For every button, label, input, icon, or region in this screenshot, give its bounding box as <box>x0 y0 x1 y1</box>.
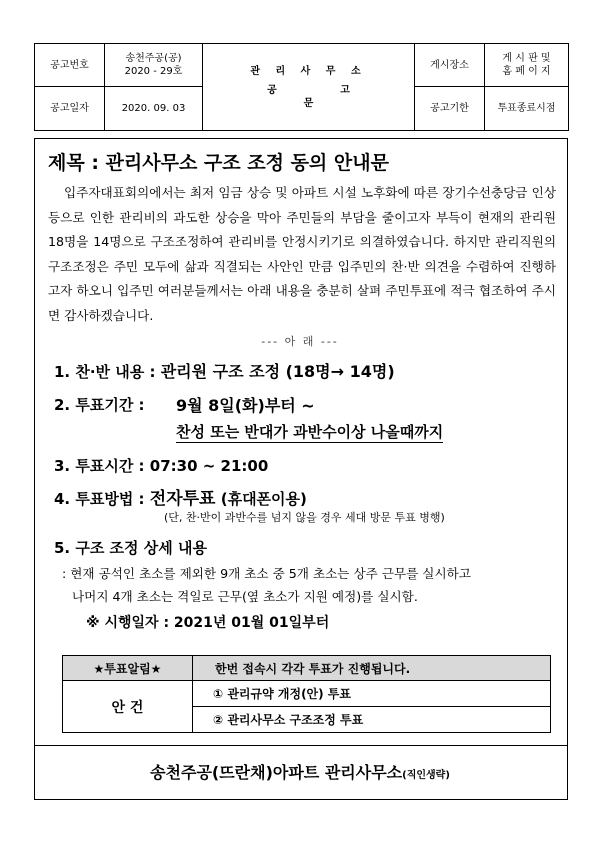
item-4-note: (단, 찬·반이 과반수를 넘지 않을 경우 세대 방문 투표 병행) <box>164 511 445 524</box>
vote-alert-text: 한번 접속시 각각 투표가 진행됩니다. <box>193 656 551 681</box>
item-1 <box>54 359 395 382</box>
notice-paragraph <box>48 181 556 328</box>
item-5-line1: : 현재 공석인 초소를 제외한 9개 초소 중 5개 초소는 상주 근무를 실시하고 <box>62 566 471 581</box>
item-1-label: 1. 찬·반 내용 : <box>54 363 156 381</box>
item-5-label: 5. 구조 조정 상세 내용 <box>54 539 207 557</box>
post-place-label: 게시장소 <box>415 44 485 87</box>
notice-date-label: 공고일자 <box>35 87 105 131</box>
footer-seal-note: (직인생략) <box>402 770 450 781</box>
item-5-detail <box>62 562 552 608</box>
item-4-label: 4. 투표방법 : <box>54 490 145 508</box>
vote-alert-label: ★투표알림★ <box>63 656 193 681</box>
item-3 <box>54 455 268 476</box>
item-3-label: 3. 투표시간 : <box>54 457 145 475</box>
agenda-item-1: ① 관리규약 개정(안) 투표 <box>193 681 551 707</box>
notice-paragraph-text: 입주자대표회의에서는 최저 임금 상승 및 아파트 시설 노후화에 따른 장기수선충당금 인상 등으로 인한 관리비의 과도한 상승을 막아 주민들의 부담을 줄이고자 부득이 현재의 관리원 18명을 14명으로 구조조정하여 관리비를 안정시키기로 의결하였습니다. 하지만 관리직원의 구조조정은 주민 모두에 삶과 직결되는 사안인 만큼 입주민의 찬·반 의견을 수렴하여 진행하고자 하오니 입주민 여러분들께서는 아래 내용을 충분히 살펴 주민투표에 적극 협조하여 주시면 감사하겠습니다. <box>48 185 556 323</box>
notice-number-line1: 송천주공(공) <box>125 53 182 64</box>
effective-date: ※ 시행일자 : 2021년 01월 01일부터 <box>86 615 330 631</box>
notice-period-value: 투표종료시점 <box>485 87 569 131</box>
notice-number-value <box>105 44 203 87</box>
post-place-value <box>485 44 569 87</box>
item-2-value-line2: 찬성 또는 반대가 과반수이상 나올때까지 <box>176 423 444 441</box>
title-line-2: 공 고 문 <box>267 84 380 109</box>
notice-date-value: 2020. 09. 03 <box>105 87 203 131</box>
footer <box>0 760 600 783</box>
item-2-label: 2. 투표기간 : <box>54 396 145 414</box>
vote-table <box>62 655 551 733</box>
footer-divider <box>34 745 568 746</box>
agenda-label: 안 건 <box>63 681 193 733</box>
notice-number-line2: 2020 - 29호 <box>124 66 183 77</box>
post-place-line1: 게 시 판 및 <box>502 53 551 64</box>
item-3-value: 07:30 ~ 21:00 <box>149 457 269 475</box>
below-divider: --- 아 래 --- <box>261 335 339 348</box>
item-2-value-line1: 9월 8일(화)부터 ~ <box>176 396 315 415</box>
footer-org: 송천주공(뜨란채)아파트 관리사무소 <box>150 763 403 782</box>
notice-period-label: 공고기한 <box>415 87 485 131</box>
item-1-value: 관리원 구조 조정 (18명→ 14명) <box>160 362 395 381</box>
item-4-value-main: 전자투표 <box>149 489 216 509</box>
item-2-value-line2-wrap <box>176 421 443 442</box>
notice-header-table <box>34 43 569 131</box>
item-5-line2: 나머지 4개 초소는 격일로 근무(옆 초소가 지원 예정)를 실시함. <box>72 589 418 604</box>
notice-number-label: 공고번호 <box>35 44 105 87</box>
post-place-line2: 홈 페 이 지 <box>502 66 551 77</box>
item-4 <box>54 484 307 509</box>
notice-main-title <box>203 44 415 131</box>
item-4-value-paren: (휴대폰이용) <box>220 490 307 508</box>
title-line-1: 관 리 사 무 소 <box>250 65 367 77</box>
agenda-item-2: ② 관리사무소 구조조정 투표 <box>193 707 551 733</box>
notice-subject: 제목 : 관리사무소 구조 조정 동의 안내문 <box>48 152 389 174</box>
